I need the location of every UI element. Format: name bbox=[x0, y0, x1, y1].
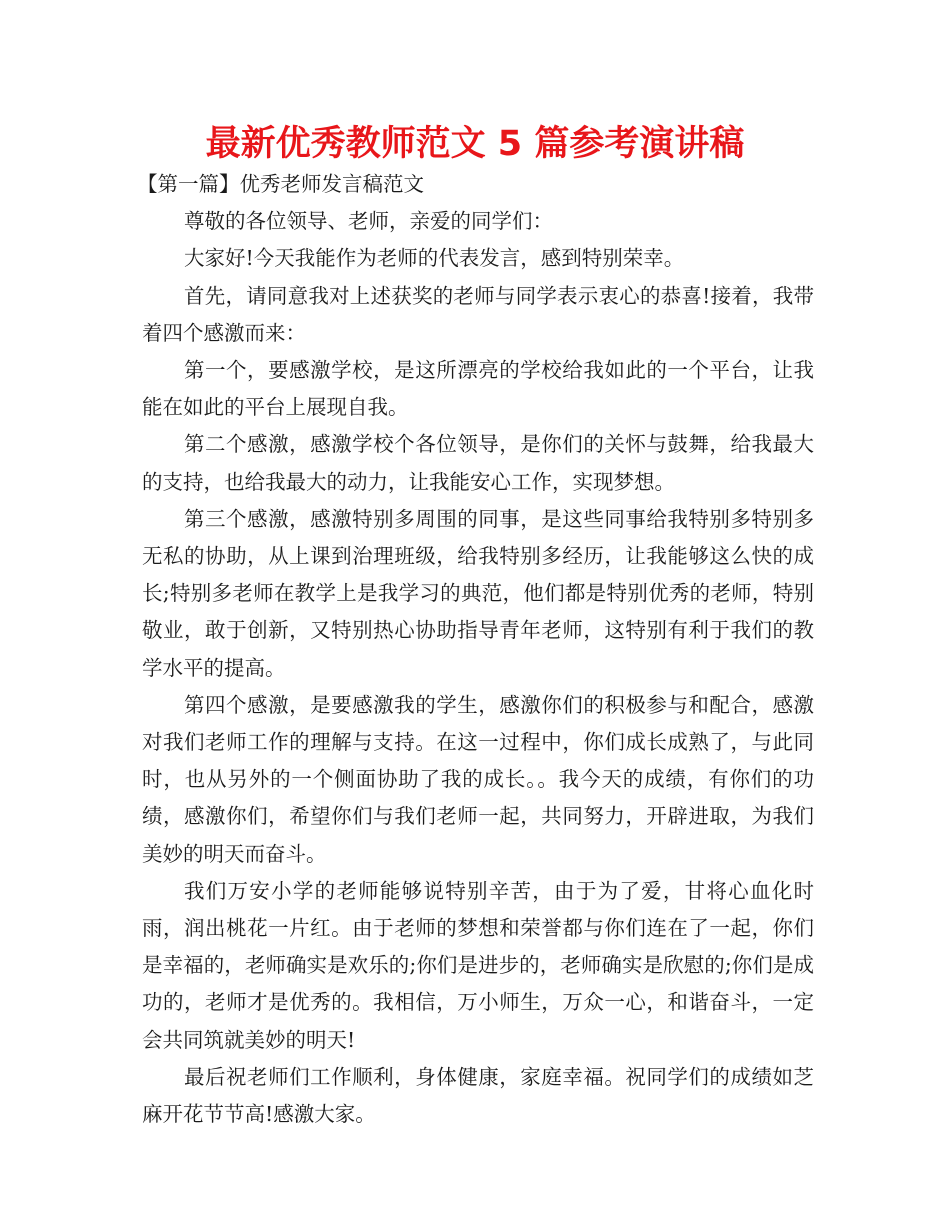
paragraph-greeting: 大家好!今天我能作为老师的代表发言，感到特别荣幸。 bbox=[184, 246, 685, 271]
document-title: 最新优秀教师范文 5 篇参考演讲稿 bbox=[205, 124, 745, 164]
paragraph-thanks-school: 第一个，要感激学校，是这所漂亮的学校给我如此的一个平台，让我能在如此的平台上展现自我。 bbox=[142, 358, 814, 420]
paragraph-school-teachers: 我们万安小学的老师能够说特别辛苦，由于为了爱，甘将心血化时雨，润出桃花一片红。由于老师的梦想和荣誉都与你们连在了一起，你们是幸福的，老师确实是欢乐的;你们是进步的，老师确实是欣慰的;你们是成功的，老师才是优秀的。我相信，万小师生，万众一心，和谐奋斗，一定会共同筑就美妙的明天! bbox=[142, 878, 814, 1052]
paragraph-thanks-colleagues: 第三个感激，感激特别多周围的同事，是这些同事给我特别多特别多无私的协助，从上课到治理班级，给我特别多经历，让我能够这么快的成长;特别多老师在教学上是我学习的典范，他们都是特别优秀的老师，特别敬业，敢于创新，又特别热心协助指导青年老师，这特别有利于我们的教学水平的提高。 bbox=[142, 506, 814, 680]
paragraph-opening: 首先，请同意我对上述获奖的老师与同学表示衷心的恭喜!接着，我带着四个感激而来： bbox=[142, 283, 814, 345]
section-heading: 【第一篇】优秀老师发言稿范文 bbox=[137, 172, 424, 196]
paragraph-salutation: 尊敬的各位领导、老师，亲爱的同学们： bbox=[184, 209, 553, 234]
paragraph-thanks-leaders: 第二个感激，感激学校个各位领导，是你们的关怀与鼓舞，给我最大的支持，也给我最大的动力，让我能安心工作，实现梦想。 bbox=[142, 432, 814, 494]
paragraph-thanks-students: 第四个感激，是要感激我的学生，感激你们的积极参与和配合，感激对我们老师工作的理解与支持。在这一过程中，你们成长成熟了，与此同时，也从另外的一个侧面协助了我的成长。。我今天的成绩，有你们的功绩，感激你们，希望你们与我们老师一起，共同努力，开辟进取，为我们美妙的明天而奋斗。 bbox=[142, 692, 814, 866]
document-body bbox=[137, 166, 814, 1133]
paragraph-closing: 最后祝老师们工作顺利，身体健康，家庭幸福。祝同学们的成绩如芝麻开花节节高!感激大家。 bbox=[142, 1064, 814, 1127]
